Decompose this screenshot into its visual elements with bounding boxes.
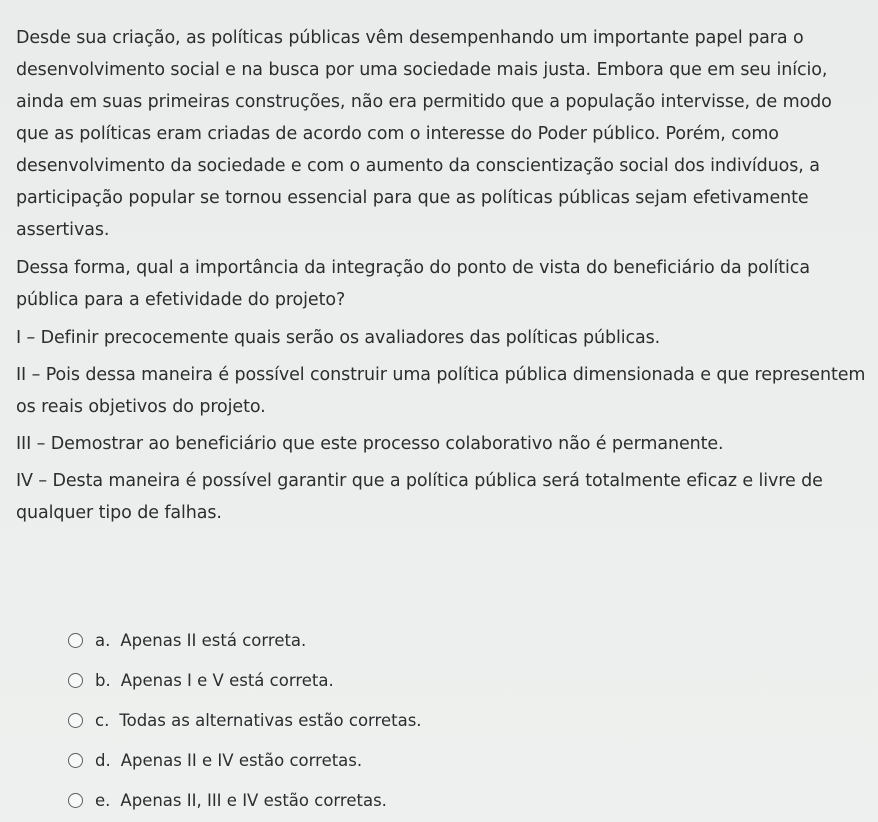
radio-button[interactable] [68,673,83,688]
option-b[interactable] [68,660,848,700]
statement-2: II – Pois dessa maneira é possível construir uma política pública dimensionada e que representem os reais objetivos do projeto. [16,365,866,417]
option-letter: a. [95,630,111,650]
statement-4: IV – Desta maneira é possível garantir que a política pública será totalmente eficaz e livre de qualquer tipo de falhas. [16,471,823,523]
radio-button[interactable] [68,753,83,768]
option-label: Apenas II, III e IV estão corretas. [120,790,387,810]
radio-button[interactable] [68,633,83,648]
statement-3: III – Demostrar ao beneficiário que este processo colaborativo não é permanente. [16,434,724,454]
option-a[interactable] [68,620,848,660]
option-letter: e. [95,790,111,810]
question-text [16,22,866,534]
statement-1: I – Definir precocemente quais serão os avaliadores das políticas públicas. [16,328,661,348]
option-letter: c. [95,710,110,730]
option-e[interactable] [68,780,848,820]
question-context-paragraph: Desde sua criação, as políticas públicas vêm desempenhando um importante papel para o desenvolvimento social e na busca por uma sociedade mais justa. Embora que em seu início, ainda em suas primeiras construções, não era permitido que a população intervisse, de modo que as políticas eram criadas de acordo com o interesse do Poder público. Porém, como desenvolvimento da sociedade e com o aumento da conscientização social dos indivíduos, a participação popular se tornou essencial para que as políticas públicas sejam efetivamente assertivas. [16,28,832,240]
option-letter: b. [95,670,111,690]
option-label: Todas as alternativas estão corretas. [119,710,422,730]
option-c[interactable] [68,700,848,740]
question-prompt: Dessa forma, qual a importância da integração do ponto de vista do beneficiário da política pública para a efetividade do projeto? [16,258,810,310]
radio-button[interactable] [68,713,83,728]
answer-options [68,620,848,820]
radio-button[interactable] [68,793,83,808]
option-label: Apenas I e V está correta. [120,670,334,690]
option-letter: d. [95,750,111,770]
option-label: Apenas II e IV estão corretas. [120,750,363,770]
option-label: Apenas II está correta. [120,630,307,650]
option-d[interactable] [68,740,848,780]
